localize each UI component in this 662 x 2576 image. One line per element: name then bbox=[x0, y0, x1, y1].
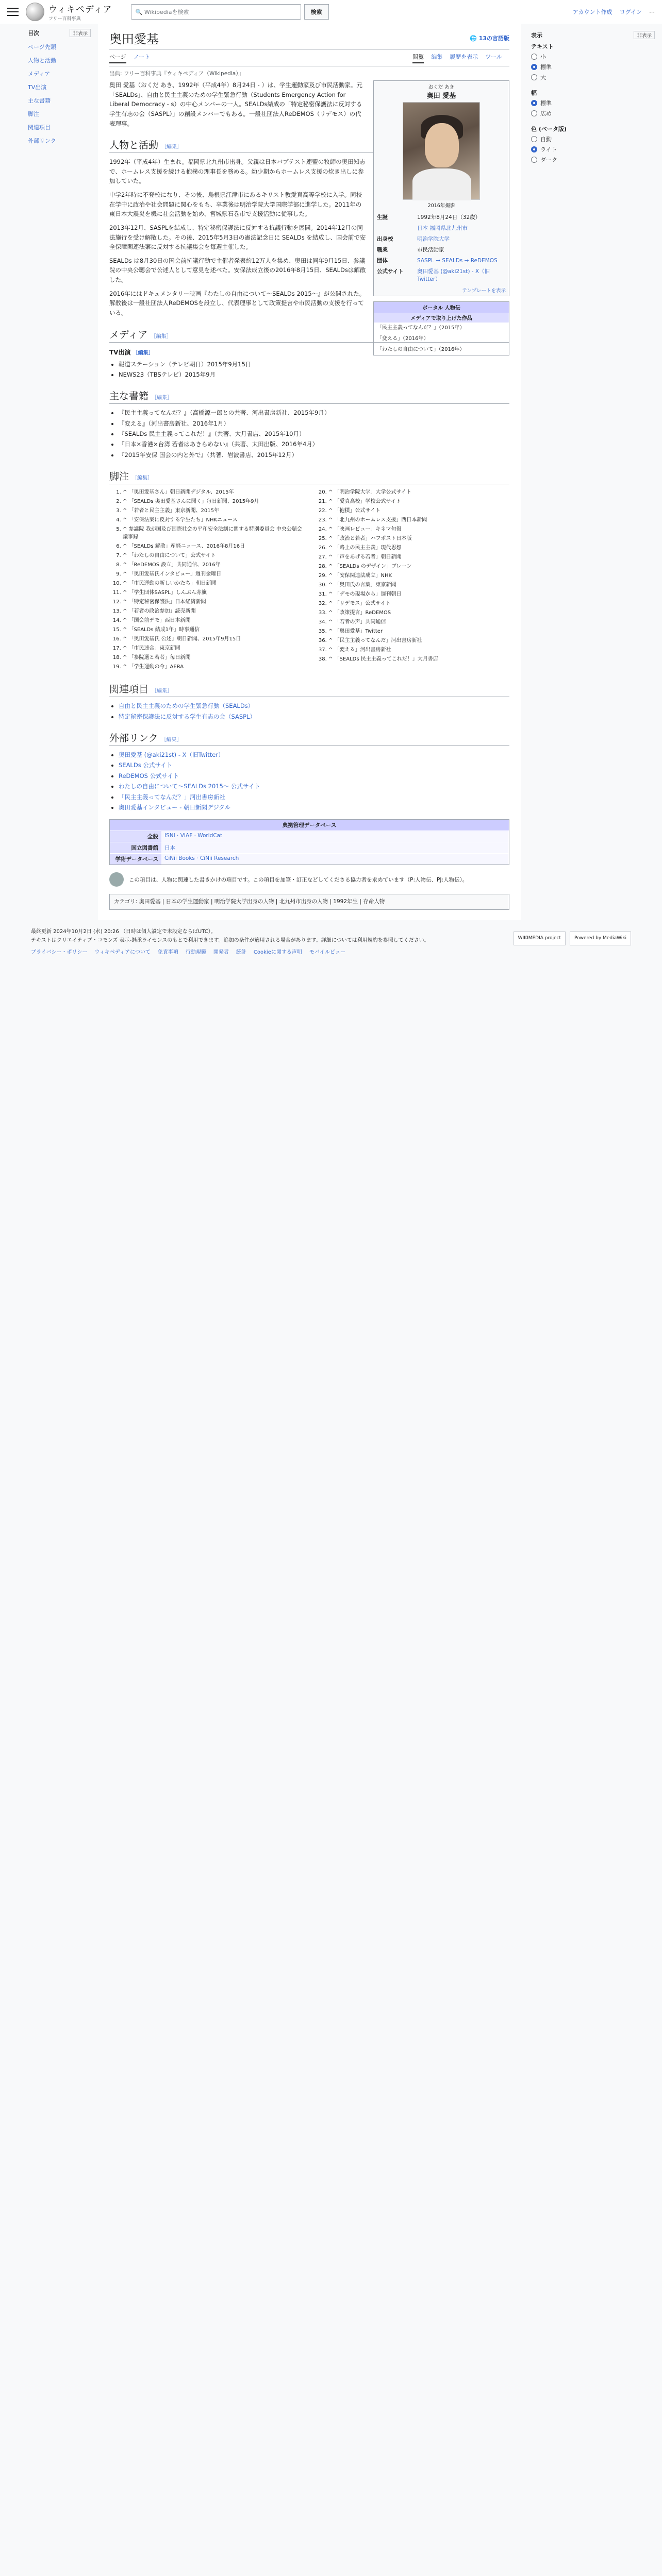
reference[interactable]: 21. ^ 「愛真高校」学校公式サイト bbox=[328, 498, 509, 505]
reference[interactable]: 31. ^ 「デモの現場から」週刊朝日 bbox=[328, 590, 509, 598]
career-paragraph: 2016年にはドキュメンタリー映画『わたしの自由について〜SEALDs 2015〜』が公開された。解散後は一般社団法人ReDEMOSを設立し、代表理事として政策提言や市民活動の支援を行っている。 bbox=[109, 290, 366, 316]
reference[interactable]: 12. ^ 「特定秘密保護法」日本経済新聞 bbox=[123, 598, 304, 606]
reference[interactable]: 15. ^ 「SEALDs 結成1年」時事通信 bbox=[123, 626, 304, 634]
from-line: 出典: フリー百科事典『ウィキペディア（Wikipedia）』 bbox=[109, 71, 244, 77]
more-menu-icon[interactable]: ⋯ bbox=[649, 8, 655, 15]
reference[interactable]: 13. ^ 「若者の政治参加」読売新聞 bbox=[123, 607, 304, 615]
width-option[interactable]: 標準 bbox=[531, 99, 655, 107]
infobox bbox=[373, 80, 509, 296]
toc-item[interactable]: ページ先頭 bbox=[28, 44, 56, 50]
edit-link[interactable]: ［編集］ bbox=[133, 350, 154, 356]
edit-link[interactable]: ［編集］ bbox=[152, 395, 173, 401]
section-heading: 関連項目 ［編集］ bbox=[109, 682, 509, 697]
related-list bbox=[119, 701, 509, 721]
list-item: • SEALDs 公式サイト bbox=[119, 760, 509, 770]
photo-caption: 2016年撮影 bbox=[427, 203, 455, 209]
create-account-link[interactable]: アカウント作成 bbox=[572, 9, 613, 15]
list-item: • 『民主主義ってなんだ？』（高橋源一郎との共著、河出書房新社、2015年9月） bbox=[119, 408, 509, 417]
reference[interactable]: 23. ^ 「北九州のホームレス支援」西日本新聞 bbox=[328, 516, 509, 524]
page-title: 奥田愛基 bbox=[109, 32, 159, 46]
person-icon bbox=[109, 872, 124, 887]
portal-subtitle: メディアで取り上げた作品 bbox=[374, 313, 509, 323]
appearance-panel bbox=[521, 24, 662, 920]
edit-link[interactable]: ［編集］ bbox=[151, 333, 172, 340]
toc-item[interactable]: 主な書籍 bbox=[28, 97, 51, 104]
toc-item[interactable]: 人物と活動 bbox=[28, 57, 56, 64]
reference[interactable]: 24. ^ 「映画レビュー」キネマ旬報 bbox=[328, 526, 509, 533]
section-heading: 外部リンク ［編集］ bbox=[109, 731, 509, 746]
license-text: テキストはクリエイティブ・コモンズ 表示-継承ライセンスのもとで利用できます。追加の条件が適用される場合があります。詳細については利用規約を参照してください。 bbox=[31, 938, 429, 944]
reference[interactable]: 16. ^ 「奥田愛基氏 公述」朝日新聞、2015年9月15日 bbox=[123, 635, 304, 643]
reference[interactable]: 3. ^ 「若者と民主主義」東京新聞、2015年 bbox=[123, 507, 304, 515]
text-size-option[interactable]: 標準 bbox=[531, 63, 655, 71]
last-edited: 最終更新 2024年10月2日 (水) 20:26 （日時は個人設定で未設定ならばUTC）。 bbox=[31, 929, 216, 935]
reference[interactable]: 37. ^ 「変える」河出書房新社 bbox=[328, 646, 509, 654]
list-item: • NEWS23（TBSテレビ）2015年9月 bbox=[119, 370, 509, 379]
career-paragraph: 1992年（平成4年）生まれ。福岡県北九州市出身。父親は日本バプテスト連盟の牧師の奥田知志で、ホームレス支援を続ける抱樸の理事長を務める。幼少期からホームレス支援の炊き出しに参加していた。 bbox=[109, 158, 366, 185]
reference[interactable]: 9. ^ 「奥田愛基氏インタビュー」週刊金曜日 bbox=[123, 570, 304, 578]
reference[interactable]: 7. ^ 「わたしの自由について」公式サイト bbox=[123, 552, 304, 560]
infobox-ruby: おくだ あき bbox=[428, 84, 455, 90]
reference[interactable]: 20. ^ 「明治学院大学」大学公式サイト bbox=[328, 488, 509, 496]
portal-box bbox=[373, 301, 509, 355]
toc-title: 目次 bbox=[28, 30, 39, 37]
reference[interactable]: 11. ^ 「学生団体SASPL」しんぶん赤旗 bbox=[123, 589, 304, 597]
toc-item[interactable]: TV出演 bbox=[28, 84, 47, 91]
footer-link[interactable]: 統計 bbox=[236, 950, 246, 956]
tab-edit[interactable]: 編集 bbox=[431, 54, 443, 60]
reference[interactable]: 18. ^ 「参院選と若者」毎日新聞 bbox=[123, 654, 304, 662]
list-item: • 『2015年安保 国会の内と外で』（共著、岩波書店、2015年12月） bbox=[119, 450, 509, 460]
search-placeholder: Wikipediaを検索 bbox=[144, 9, 189, 15]
list-item: • 自由と民主主義のための学生緊急行動（SEALDs） bbox=[119, 701, 509, 710]
reference[interactable]: 25. ^ 「政治と若者」ハフポスト日本版 bbox=[328, 535, 509, 543]
reference[interactable]: 30. ^ 「奥田氏の言葉」東京新聞 bbox=[328, 581, 509, 589]
infobox-row: 出身校 明治学院大学 bbox=[377, 236, 450, 242]
portal-item[interactable]: 「わたしの自由について」（2016年） bbox=[377, 347, 465, 352]
edit-link[interactable]: ［編集］ bbox=[132, 476, 153, 482]
reference[interactable]: 27. ^ 「声をあげる若者」朝日新聞 bbox=[328, 553, 509, 561]
intro-paragraph: 奥田 愛基（おくだ あき、1992年（平成4年）8月24日 - ）は、学生運動家及び市民活動家。元「SEALDs」、自由と民主主義のための学生緊急行動（Students Emergency Action for Liberal Democracy - s）の中心メンバーの一人。SEALDs結成の「特定秘密保護法に反対する学生有志の会（SASPL）」の創設メンバーでもある。一般社団法人ReDEMOS（リデモス）の代表理事。 bbox=[109, 81, 362, 127]
portal-item[interactable]: 「変える」（2016年） bbox=[377, 336, 429, 342]
color-option[interactable]: 自動 bbox=[531, 135, 655, 143]
tab-page[interactable]: ページ bbox=[109, 53, 126, 63]
color-option[interactable]: ライト bbox=[531, 145, 655, 154]
list-item: • 奥田愛基 (@aki21st) - X（旧Twitter） bbox=[119, 750, 509, 759]
text-size-option[interactable]: 小 bbox=[531, 53, 655, 61]
reference[interactable]: 4. ^ 「安保法案に反対する学生たち」NHKニュース bbox=[123, 516, 304, 524]
logo-title: ウィキペディア bbox=[48, 5, 112, 15]
infobox-row: 団体 SASPL → SEALDs → ReDEMOS bbox=[377, 257, 498, 264]
reference[interactable]: 36. ^ 「民主主義ってなんだ」河出書房新社 bbox=[328, 637, 509, 645]
reference[interactable]: 33. ^ 「政策提言」ReDEMOS bbox=[328, 609, 509, 617]
list-item: • わたしの自由について〜SEALDs 2015〜 公式サイト bbox=[119, 782, 509, 791]
reference[interactable]: 17. ^ 「市民連合」東京新聞 bbox=[123, 645, 304, 652]
list-item: • ReDEMOS 公式サイト bbox=[119, 771, 509, 781]
login-link[interactable]: ログイン bbox=[619, 9, 642, 15]
tab-history[interactable]: 履歴を表示 bbox=[450, 54, 478, 60]
infobox-name: 奥田 愛基 bbox=[426, 92, 456, 100]
logo-subtitle: フリー百科事典 bbox=[48, 16, 81, 22]
template-link[interactable]: テンプレートを表示 bbox=[462, 288, 506, 294]
authority-navbox: 典拠管理データベース 全般 ISNI · VIAF · WorldCat 国立図書館 日本 学術データベース CiNii Books · CiNii Research bbox=[109, 819, 509, 865]
reference[interactable]: 32. ^ 「リデモス」公式サイト bbox=[328, 600, 509, 607]
section-heading: メディア ［編集］ bbox=[109, 327, 509, 343]
reference[interactable]: 26. ^ 「路上の民主主義」現代思想 bbox=[328, 544, 509, 552]
panel-hide-button[interactable]: 非表示 bbox=[634, 31, 655, 39]
reference[interactable]: 10. ^ 「市民運動の新しいかたち」朝日新聞 bbox=[123, 580, 304, 587]
color-option[interactable]: ダーク bbox=[531, 156, 655, 164]
navbox-title: 典拠管理データベース bbox=[110, 820, 509, 831]
footer-link[interactable]: モバイルビュー bbox=[309, 950, 345, 956]
list-item: • 「民主主義ってなんだ？」河出書房新社 bbox=[119, 792, 509, 802]
category-links[interactable]: カテゴリ: 奥田愛基 | 日本の学生運動家 | 明治学院大学出身の人物 | 北九州市出身の人物 | 1992年生 | 存命人物 bbox=[109, 894, 509, 910]
footer-link[interactable]: Cookieに関する声明 bbox=[253, 950, 302, 956]
tab-tools[interactable]: ツール bbox=[485, 54, 502, 60]
infobox-row: 公式サイト 奥田愛基 (@aki21st) - X（旧Twitter） bbox=[377, 268, 490, 282]
list-item: • 『変える』（河出書房新社、2016年1月） bbox=[119, 419, 509, 428]
tv-list bbox=[119, 360, 509, 380]
toc-item[interactable]: メディア bbox=[28, 71, 51, 77]
reference[interactable]: 35. ^ 「奥田愛基」Twitter bbox=[328, 628, 509, 635]
top-bar bbox=[0, 0, 662, 24]
external-links bbox=[119, 750, 509, 812]
search-input[interactable] bbox=[131, 4, 301, 20]
portal-item[interactable]: 「民主主義ってなんだ？」（2015年） bbox=[377, 325, 465, 331]
edit-link[interactable]: ［編集］ bbox=[161, 737, 182, 743]
text-size-option[interactable]: 大 bbox=[531, 73, 655, 81]
infobox-row: 日本 福岡県北九州市 bbox=[417, 225, 468, 231]
section-heading: 人物と活動 ［編集］ bbox=[109, 138, 509, 153]
reference[interactable]: 19. ^ 「学生運動の今」AERA bbox=[123, 663, 304, 671]
width-label: 幅 bbox=[531, 90, 537, 96]
career-paragraph: 2013年12月、SASPLを結成し、特定秘密保護法に反対する抗議行動を展開。2014年12月の同法施行を受け解散した。その後、2015年5月3日の憲法記念日に SEALDs を結成し、国会前で安全保障関連法案に反対する抗議集会を毎週主催した。 bbox=[109, 224, 366, 251]
language-button[interactable]: 🌐 13の言語版 bbox=[470, 35, 509, 42]
hamburger-menu-icon[interactable] bbox=[7, 8, 19, 16]
reference[interactable]: 2. ^ 「SEALDs 奥田愛基さんに聞く」毎日新聞、2015年9月 bbox=[123, 498, 304, 505]
footer-link[interactable]: ウィキペディアについて bbox=[94, 950, 151, 956]
text-size-label: テキスト bbox=[531, 43, 554, 50]
portrait-photo[interactable] bbox=[403, 102, 480, 200]
tab-read[interactable]: 閲覧 bbox=[412, 53, 424, 63]
footer-link[interactable]: 行動規範 bbox=[185, 950, 206, 956]
reference[interactable]: 22. ^ 「抱樸」公式サイト bbox=[328, 507, 509, 515]
books-list bbox=[119, 408, 509, 460]
toc-hide-button[interactable]: 非表示 bbox=[70, 29, 91, 37]
tab-talk[interactable]: ノート bbox=[133, 54, 151, 60]
reference[interactable]: 29. ^ 「安保関連法成立」NHK bbox=[328, 572, 509, 580]
wikimedia-badge[interactable]: WIKIMEDIA project bbox=[514, 931, 566, 945]
infobox-row: 生誕 1992年8月24日（32歳） bbox=[377, 214, 481, 221]
wikipedia-globe-icon bbox=[26, 3, 44, 21]
toc-item[interactable]: 関連項目 bbox=[28, 124, 51, 131]
search-icon: 🔍 bbox=[135, 8, 144, 15]
page-tabs bbox=[109, 49, 509, 66]
reference[interactable]: 6. ^ 「SEALDs 解散」産経ニュース、2016年8月16日 bbox=[123, 543, 304, 550]
footer-link[interactable]: 開発者 bbox=[213, 950, 229, 956]
section-heading: 脚注 ［編集］ bbox=[109, 469, 509, 484]
career-paragraph: 中学2年時に不登校になり、その後、島根県江津市にあるキリスト教愛真高等学校に入学。同校在学中に政治や社会問題に関心をもち、卒業後は明治学院大学国際学部に進学した。2011年の東日本大震災を機に社会活動を始め、宮城県石巻市で支援活動に従事した。 bbox=[109, 191, 362, 218]
section-heading: 主な書籍 ［編集］ bbox=[109, 388, 509, 404]
footer-link[interactable]: 免責事項 bbox=[157, 950, 178, 956]
site-logo[interactable] bbox=[26, 2, 112, 22]
list-item: • 『日本×香港×台湾 若者はあきらめない』（共著、太田出版、2016年4月） bbox=[119, 439, 509, 449]
toc-sidebar bbox=[0, 24, 98, 920]
search-button[interactable]: 検索 bbox=[304, 4, 329, 20]
reference[interactable]: 5. ^ 参議院 我が国及び国際社会の平和安全法制に関する特別委員会 中央公聴会 議事録 bbox=[123, 526, 304, 541]
mediawiki-badge[interactable]: Powered by MediaWiki bbox=[570, 931, 631, 945]
reference[interactable]: 8. ^ 「ReDEMOS 設立」共同通信、2016年 bbox=[123, 561, 304, 569]
list-item: • 特定秘密保護法に反対する学生有志の会（SASPL） bbox=[119, 712, 509, 721]
article-content bbox=[98, 24, 521, 920]
stub-notice: この項目は、人物に関連した書きかけの項目です。この項目を加筆・訂正などしてくださる協力者を求めています（P:人物伝、PJ:人物伝）。 bbox=[109, 872, 509, 887]
reference[interactable]: 1. ^ 「奥田愛基さん」朝日新聞デジタル、2015年 bbox=[123, 488, 304, 496]
career-paragraph: SEALDs は8月30日の国会前抗議行動で主催者発表約12万人を集め、奥田は同年9月15日、参議院の中央公聴会で公述人として意見を述べた。安保法成立後の2016年8月15日、SEALDsは解散した。 bbox=[109, 257, 366, 283]
footer-link[interactable]: プライバシー・ポリシー bbox=[31, 950, 88, 956]
reference[interactable]: 38. ^ 「SEALDs 民主主義ってこれだ！」大月書店 bbox=[328, 655, 509, 663]
toc-item[interactable]: 外部リンク bbox=[28, 138, 56, 144]
color-label: 色 (ベータ版) bbox=[531, 126, 567, 132]
list-item: • 奥田愛基インタビュー - 朝日新聞デジタル bbox=[119, 803, 509, 812]
panel-title: 表示 bbox=[531, 32, 542, 39]
edit-link[interactable]: ［編集］ bbox=[161, 144, 183, 150]
reference[interactable]: 14. ^ 「国会前デモ」西日本新聞 bbox=[123, 617, 304, 624]
reference[interactable]: 28. ^ 「SEALDs のデザイン」ブレーン bbox=[328, 563, 509, 570]
list-item: • 報道ステーション（テレビ朝日）2015年9月15日 bbox=[119, 360, 509, 369]
edit-link[interactable]: ［編集］ bbox=[152, 688, 173, 694]
subsection-heading: TV出演 ［編集］ bbox=[109, 348, 154, 356]
portal-title: ポータル 人物伝 bbox=[374, 302, 509, 313]
width-option[interactable]: 広め bbox=[531, 109, 655, 117]
reference[interactable]: 34. ^ 「若者の声」共同通信 bbox=[328, 618, 509, 626]
toc-item[interactable]: 脚注 bbox=[28, 111, 39, 117]
infobox-row: 職業 市民活動家 bbox=[377, 247, 444, 253]
references bbox=[109, 488, 509, 672]
list-item: • 『SEALDs 民主主義ってこれだ！』（共著、大月書店、2015年10月） bbox=[119, 429, 509, 438]
footer bbox=[0, 920, 662, 997]
